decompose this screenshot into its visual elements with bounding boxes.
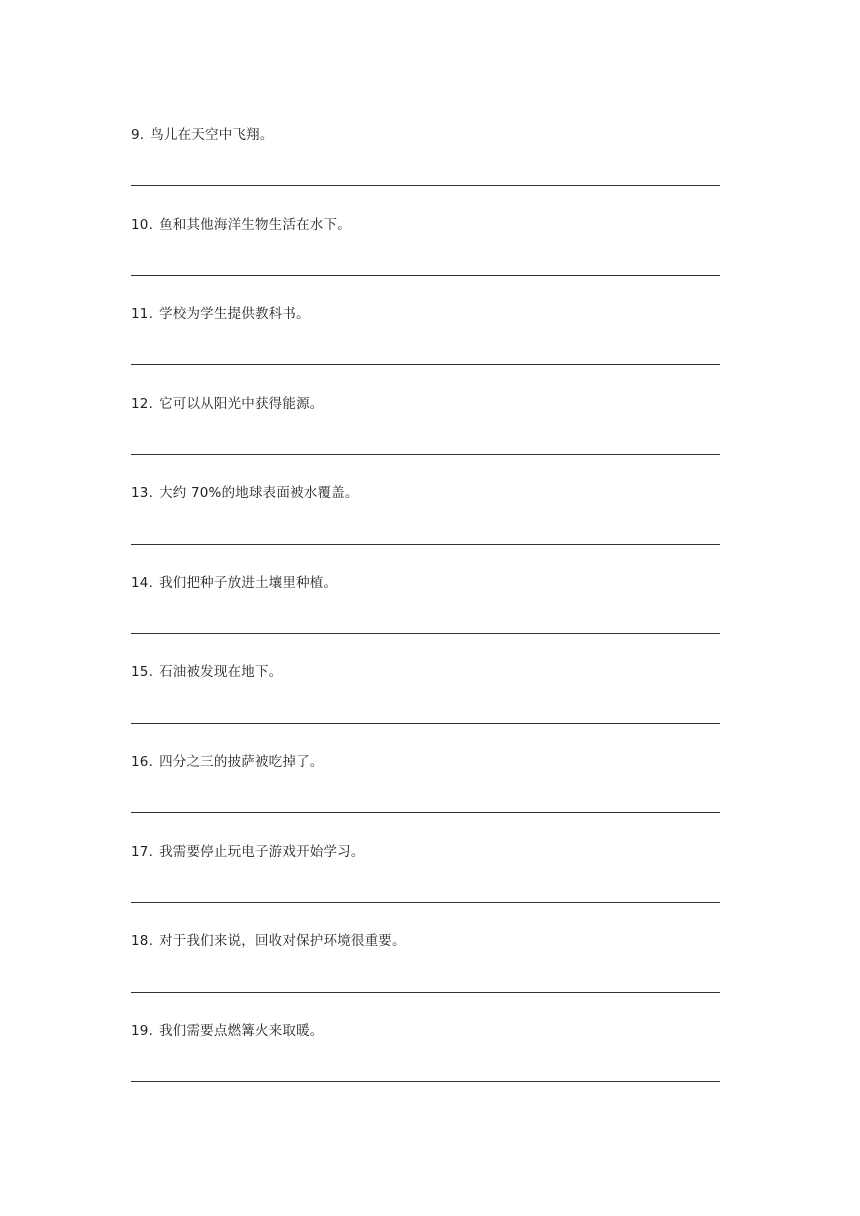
answer-line[interactable]	[131, 185, 720, 186]
question-text	[131, 216, 351, 234]
answer-line[interactable]	[131, 633, 720, 634]
answer-line[interactable]	[131, 992, 720, 993]
question-number: 19.	[131, 1023, 154, 1039]
exercise-item	[131, 1022, 720, 1112]
answer-line[interactable]	[131, 1081, 720, 1082]
exercise-item	[131, 932, 720, 1022]
answer-line[interactable]	[131, 723, 720, 724]
question-number: 9.	[131, 127, 145, 143]
question-text	[131, 305, 310, 323]
exercise-item	[131, 843, 720, 933]
exercise-item	[131, 753, 720, 843]
question-number: 15.	[131, 664, 154, 680]
question-text	[131, 663, 282, 681]
question-sentence: 我们把种子放进土壤里种植。	[159, 575, 338, 591]
question-number: 12.	[131, 396, 154, 412]
question-sentence: 学校为学生提供教科书。	[159, 306, 310, 322]
exercise-item	[131, 484, 720, 574]
question-number: 17.	[131, 844, 154, 860]
exercise-item	[131, 305, 720, 395]
question-text	[131, 484, 359, 502]
question-sentence: 四分之三的披萨被吃掉了。	[159, 754, 324, 770]
question-sentence: 石油被发现在地下。	[159, 664, 283, 680]
exercise-item	[131, 216, 720, 306]
exercise-item	[131, 126, 720, 216]
question-text	[131, 395, 323, 413]
question-text	[131, 843, 365, 861]
question-number: 16.	[131, 754, 154, 770]
question-number: 18.	[131, 933, 154, 949]
question-sentence: 我需要停止玩电子游戏开始学习。	[159, 844, 365, 860]
answer-line[interactable]	[131, 454, 720, 455]
question-sentence: 大约 70%的地球表面被水覆盖。	[159, 485, 359, 501]
answer-line[interactable]	[131, 902, 720, 903]
exercise-item	[131, 663, 720, 753]
question-sentence: 它可以从阳光中获得能源。	[159, 396, 324, 412]
question-text	[131, 753, 323, 771]
question-number: 11.	[131, 306, 154, 322]
question-sentence: 鱼和其他海洋生物生活在水下。	[159, 217, 351, 233]
question-sentence: 鸟儿在天空中飞翔。	[150, 127, 274, 143]
exercise-item	[131, 395, 720, 485]
question-text	[131, 126, 274, 144]
exercise-item	[131, 574, 720, 664]
question-number: 13.	[131, 485, 154, 501]
question-sentence: 我们需要点燃篝火来取暖。	[159, 1023, 324, 1039]
answer-line[interactable]	[131, 812, 720, 813]
question-text	[131, 1022, 323, 1040]
answer-line[interactable]	[131, 544, 720, 545]
question-text	[131, 932, 406, 950]
question-number: 10.	[131, 217, 154, 233]
question-number: 14.	[131, 575, 154, 591]
answer-line[interactable]	[131, 275, 720, 276]
answer-line[interactable]	[131, 364, 720, 365]
question-sentence: 对于我们来说，回收对保护环境很重要。	[159, 933, 406, 949]
question-text	[131, 574, 337, 592]
